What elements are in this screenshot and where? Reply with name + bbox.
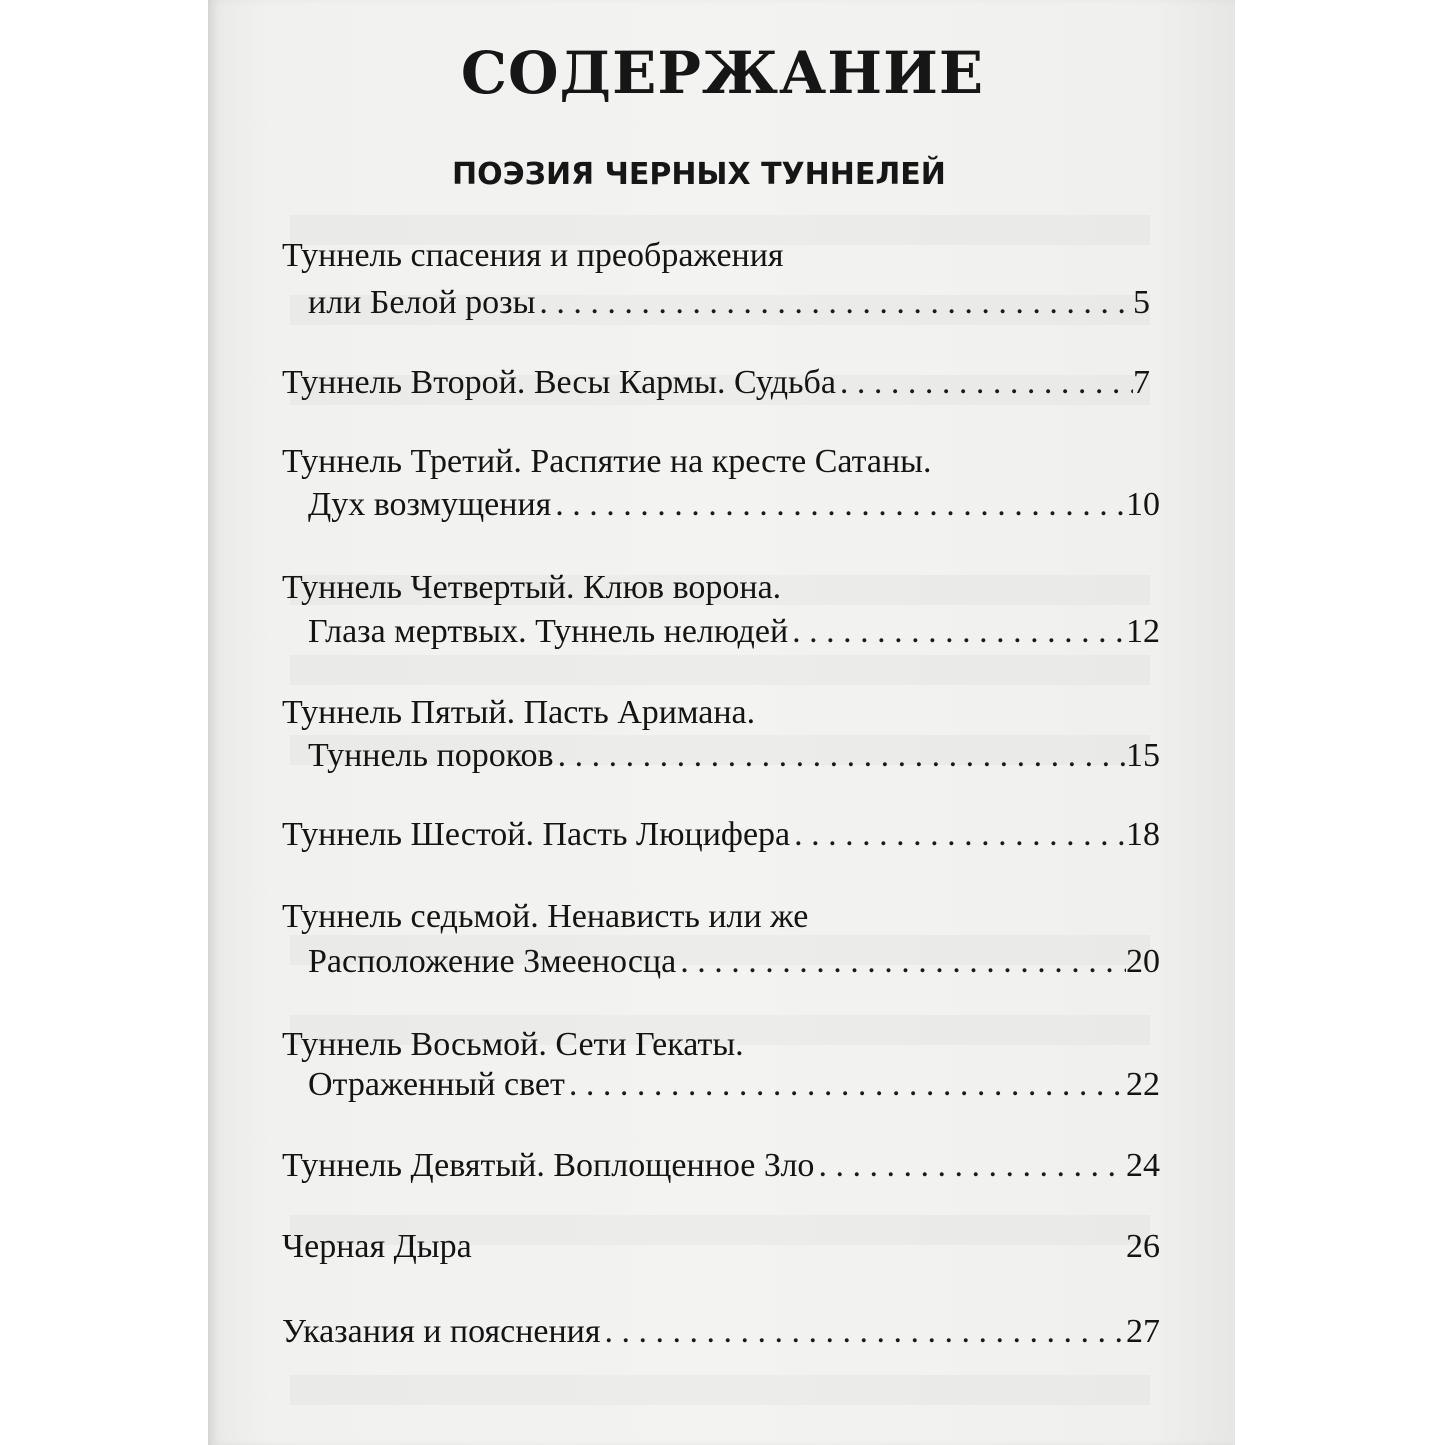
toc-entry <box>282 363 1150 403</box>
toc-entry <box>308 283 1150 323</box>
toc-entry-title: Расположение Змееносца <box>308 943 677 980</box>
toc-page-number: 27 <box>1126 1313 1160 1350</box>
toc-page-number: 26 <box>1126 1228 1160 1265</box>
dot-leader <box>565 1065 1126 1105</box>
toc-entry-title: Туннель Шестой. Пасть Люцифера <box>282 816 791 853</box>
section-heading: ПОЭЗИЯ ЧЕРНЫХ ТУННЕЛЕЙ <box>452 157 946 192</box>
toc-entry <box>308 485 1160 525</box>
toc-entry <box>308 1065 1160 1105</box>
toc-page-number: 18 <box>1126 816 1160 853</box>
toc-entry-title: Туннель пороков <box>308 737 554 774</box>
dot-leader <box>554 736 1126 776</box>
toc-entry-title: Указания и пояснения <box>282 1313 601 1350</box>
toc-page-number: 20 <box>1126 943 1160 980</box>
dot-leader <box>836 363 1133 403</box>
toc-entry <box>308 736 1160 776</box>
toc-entry-line: Туннель спасения и преображения <box>282 237 784 274</box>
toc-page-number: 10 <box>1126 486 1160 523</box>
dot-leader <box>551 485 1126 525</box>
toc-page-number: 12 <box>1126 613 1160 650</box>
toc-page-number: 15 <box>1126 737 1160 774</box>
toc-entry-title: Черная Дыра <box>282 1228 472 1265</box>
toc-page-number: 24 <box>1126 1147 1160 1184</box>
toc-page-number: 22 <box>1126 1066 1160 1103</box>
toc-entry <box>308 612 1160 652</box>
dot-leader <box>790 815 1126 855</box>
toc-entry <box>308 942 1160 982</box>
dot-leader <box>601 1312 1126 1352</box>
dot-leader <box>788 612 1126 652</box>
toc-entry-line: Туннель седьмой. Ненависть или же <box>282 898 809 935</box>
toc-entry-title: Глаза мертвых. Туннель нелюдей <box>308 613 789 650</box>
toc-entry <box>282 815 1160 855</box>
toc-entry <box>282 1312 1160 1352</box>
toc-entry-line: Туннель Пятый. Пасть Аримана. <box>282 694 756 731</box>
dot-leader <box>676 942 1126 982</box>
dot-leader <box>535 283 1133 323</box>
page-title: СОДЕРЖАНИЕ <box>460 39 985 107</box>
toc-entry-line: Туннель Восьмой. Сети Гекаты. <box>282 1026 744 1063</box>
dot-leader <box>814 1146 1126 1186</box>
toc-entry-line: Туннель Четвертый. Клюв ворона. <box>282 569 782 606</box>
toc-entry <box>282 1146 1160 1186</box>
toc-entry-line: Туннель Третий. Распятие на кресте Сатаны. <box>282 443 932 480</box>
toc-page-number: 5 <box>1133 284 1150 321</box>
toc-entry-title: Дух возмущения <box>308 486 552 523</box>
toc-entry-title: или Белой розы <box>308 284 536 321</box>
toc-entry <box>282 1227 1160 1267</box>
toc-page-number: 7 <box>1133 364 1150 401</box>
toc-entry-title: Отраженный свет <box>308 1066 565 1103</box>
toc-entry-title: Туннель Девятый. Воплощенное Зло <box>282 1147 815 1184</box>
toc-entry-title: Туннель Второй. Весы Кармы. Судьба <box>282 364 836 401</box>
